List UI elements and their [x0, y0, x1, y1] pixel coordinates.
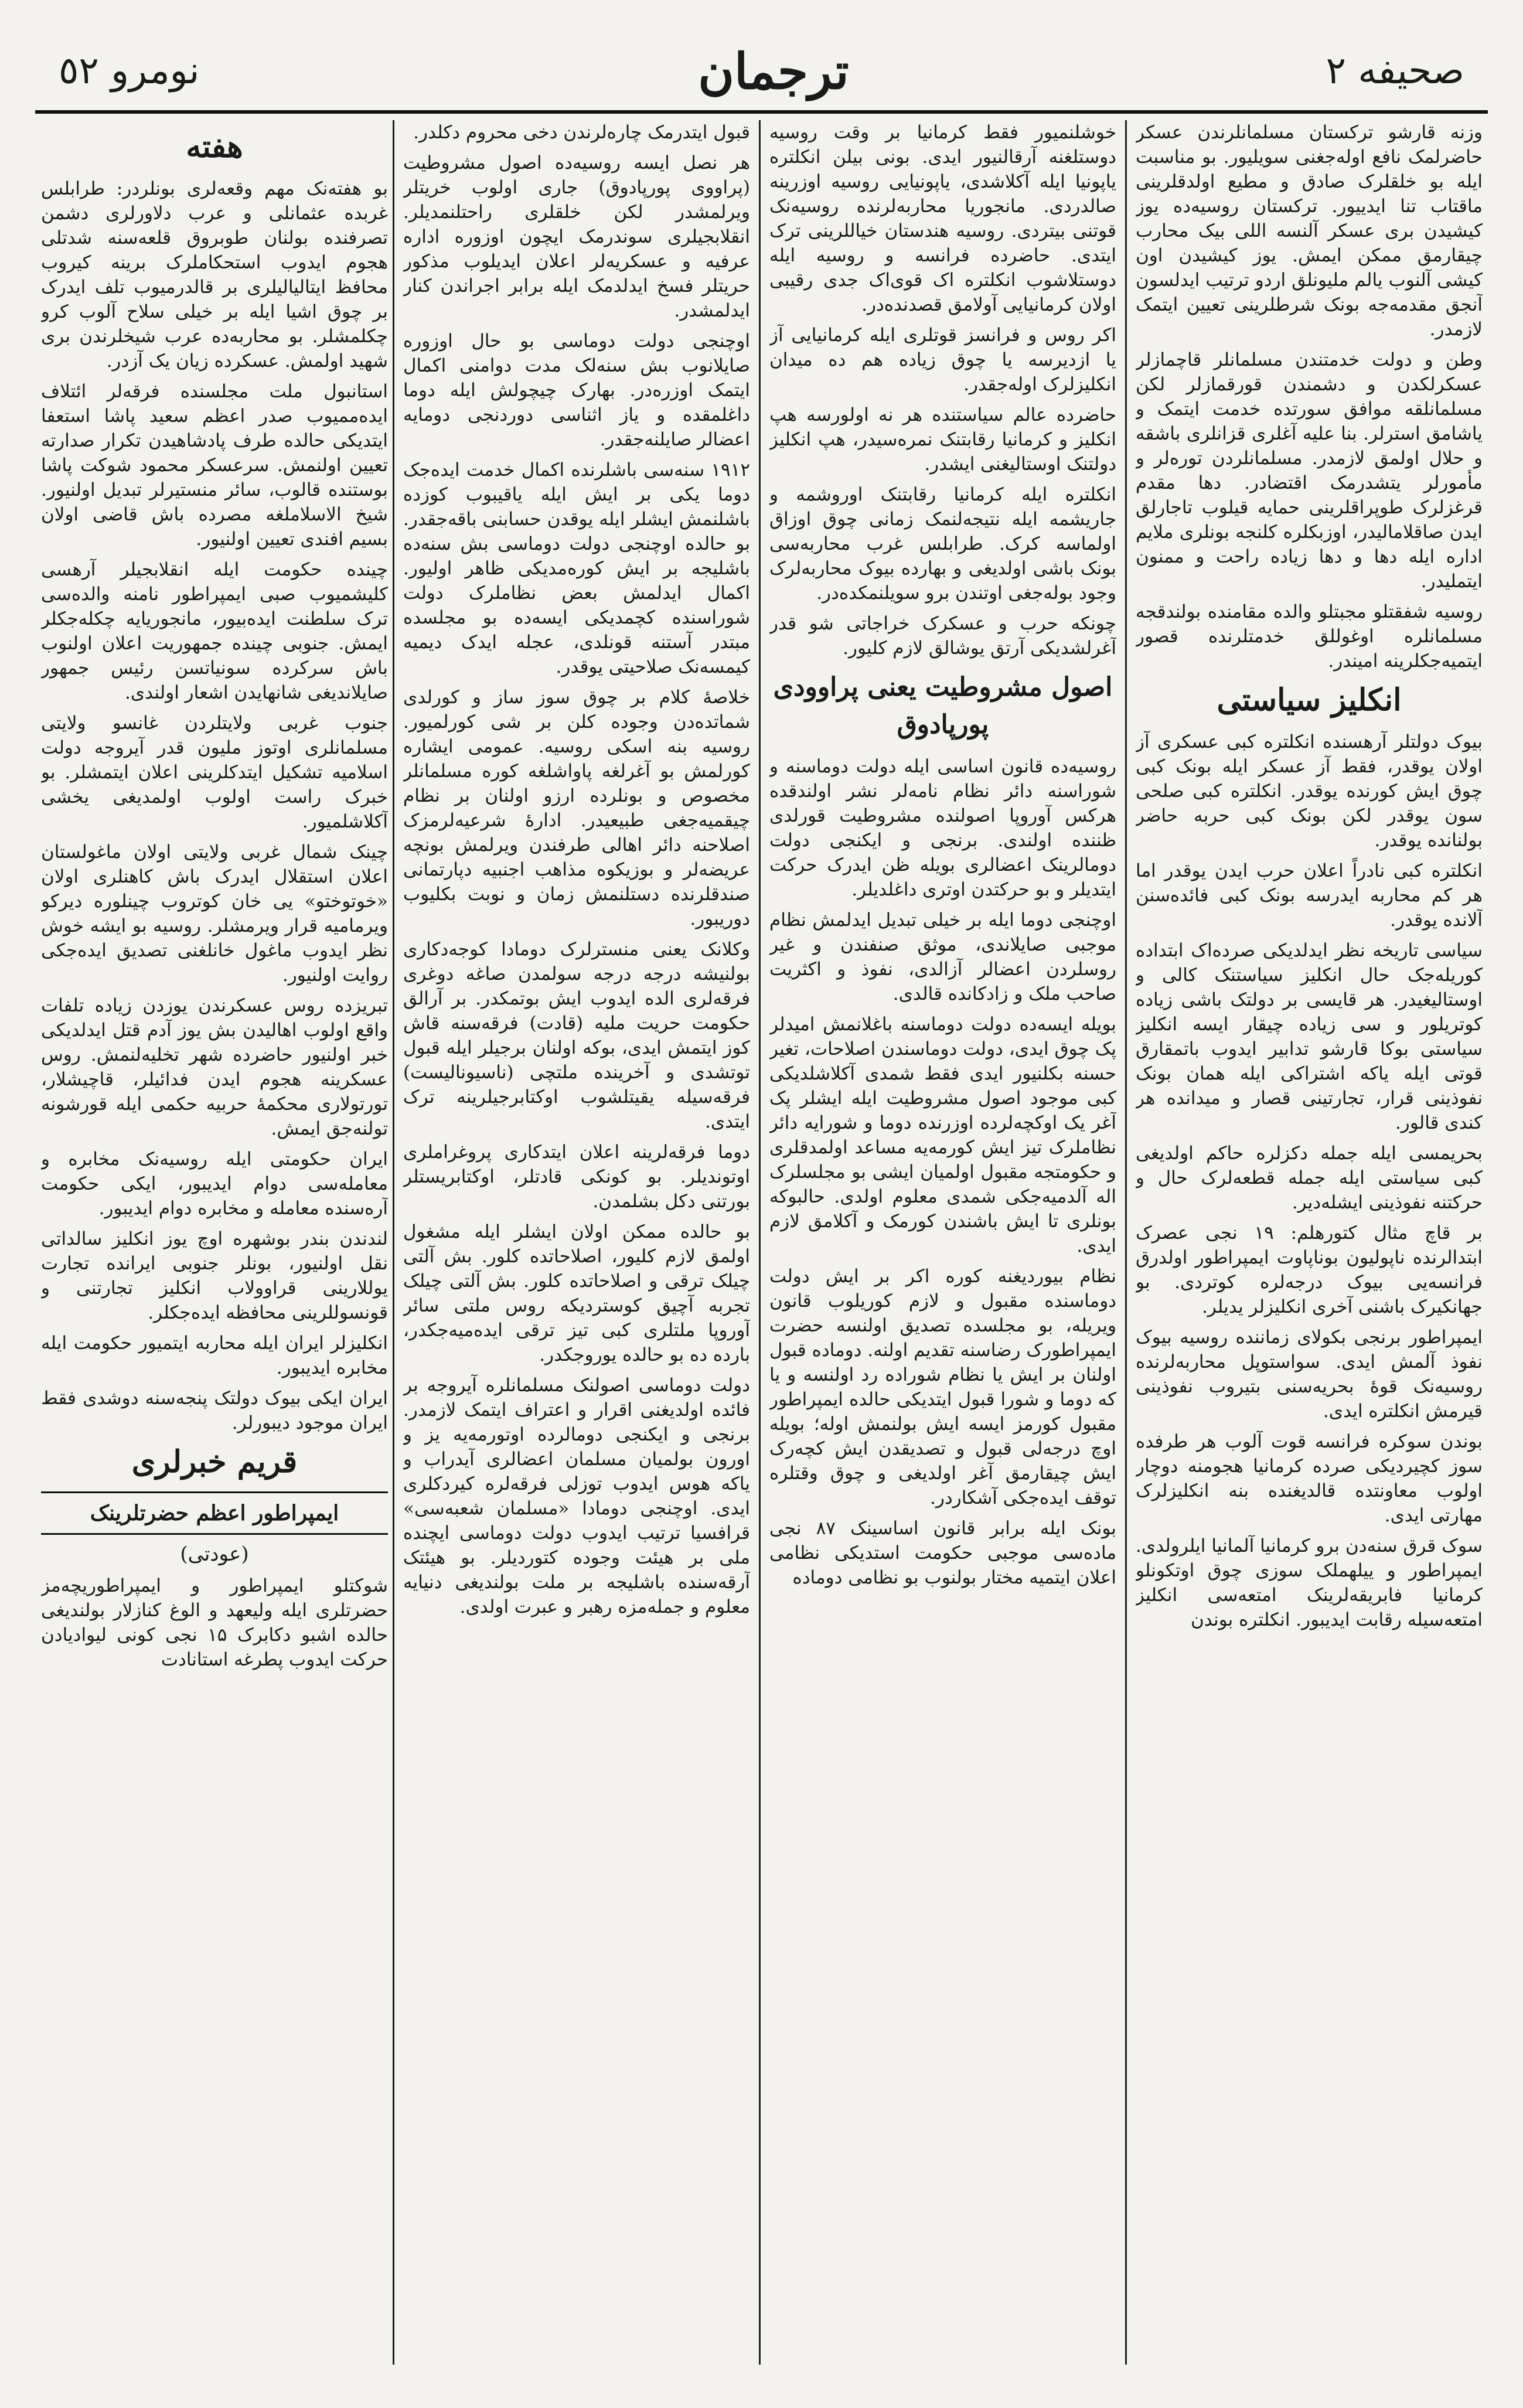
article-heading-constitutional-order: اصول مشروطیت یعنی پراوودی پورپادوق	[773, 672, 1113, 740]
paragraph: اوچنجی دولت دوماسی بو حال اوزوره صایلانوب بش سنه‌لک مدت دوامنی اکمال ایتمک اوزره‌در. بهارک چیچولش ایله دوما داغلمقده و یاز اثناسی دوردنجی دومایه اعضالر صایلنه‌جقدر.	[403, 331, 750, 450]
paragraph: خلاصۀ کلام بر چوق سوز ساز و کورلدی شماتده‌دن وجوده کلن بر شی کورلمیور. روسیه بنه اسکی روسیه. عمومی ایشاره کورلمش بو آغرلغه پاواشلغه کوره مسلمانلر مخصوص و بونلرده ارزو اولنان بر نظام چیقمیه‌جغی طبیعیدر. ادارۀ شرعیه‌لرمزک اصلاحنه دائر اهالی طرفندن ویرلمش بونچه عریضه‌لر و بوزیکوه مذاهب اجنبیه دپارتمانی صندقلرنده دستلنمش زمان و نوبت بکلیوب دوریبور.	[403, 687, 750, 929]
paragraph: نظام بیوردیغنه کوره اکر بر ایش دولت دوماسنده مقبول و لازم کوریلوب قانون ویریله، بو مجلسده تصدیق اولنسه حضرت ایمپراطورک رضاسنه تقدیم اولنه. دوماده قبول اولنان بر ایش یا نظام شوراده رد اولنسه و یا که دوما و شورا قبول ایتدیکی حالده ایمپراطور مقبول کورمز ایسه ایش بولنمش اوله؛ بویله اوچ درجه‌لی قبول و تصدیقدن ایش کچه‌رک ایش چیقارمق آغر اولدیغی و چوق وقتلره توقف ایده‌جکی آشکاردر.	[769, 1266, 1116, 1508]
masthead-rule	[35, 110, 1488, 114]
paragraph: بو هفته‌نک مهم وقعه‌لری بونلردر: طرابلس غربده عثمانلی و عرب دلاورلری دشمن تصرفنده بولنان طوبروق قلعه‌سنه شدتلی هجوم ایدوب استحکاملرک برینه کیروب محافظ ایتالیالیلری بر قالدرمیوب تلف ایدرک بر چوق اشیا ایله بر خیلی سلاح آلوب کرو چکلمشلر. بو محاربه‌ده عرب شیخلرندن بری شهید اولمش. عسکرده زیان یک آزدر.	[41, 178, 388, 372]
paragraph: استانبول ملت مجلسنده فرقه‌لر ائتلاف ایده‌ممیوب صدر اعظم سعید پاشا استعفا ایتدیکی حالده طرف پادشاهیدن تکرار صدارته تعیین اولنمش. سرعسکر محمود شوکت پاشا بوستنده قالوب، سائر منستیرلر تبدیل اولنیور. شیخ الاسلاملغه مصرده باش قاضی اولان بسیم افندی تعیین اولنیور.	[41, 381, 388, 550]
paragraph: بونک ایله برابر قانون اساسینک ۸۷ نجی ماده‌سی موجبی حکومت استدیکی نظامی اعلان ایتمیه مختار بولنوب بو نظامی دوماده	[769, 1518, 1116, 1588]
paragraph: دولت دوماسی اصولنک مسلمانلره آیروجه بر فائده اولدیغنی اقرار و اعتراف ایتمک لازمدر. برنجی و ایکنجی دومالرده اوتورمه‌یه یز و اورون بولمیان مسلمان اعضالری آیدراب و یاکه هوس ایدوب توزلی فرقه‌لره کیردکلری ایدی. اوچنجی دومادا «مسلمان شعبه‌سی» قرافسیا ترتیب ایدوب دولت دوماسی ایچنده ملی بر هیئت وجوده کتوردیلر. بو هیئتک آرقه‌سنده باشلیجه بر ملت بولندیغی دنیایه معلوم و جمله‌مزه رهبر و عبرت اولدی.	[403, 1375, 750, 1617]
paragraph: هر نصل ایسه روسیه‌ده اصول مشروطیت (پراووی پورپادوق) جاری اولوب خریتلر ویرلمشدر لکن خلقلری راحتلنمدیلر. انقلابجیلری سوندرمک ایچون اوزوره اداره عرفیه و عسکریه‌لر اعلان ایدیلوب مذکور حریتلر فسخ ایدلدمک ایله برابر اجراندن کنار ایدلمشدر.	[403, 152, 750, 321]
paragraph: ۱۹۱۲ سنه‌سی باشلرنده اکمال خدمت ایده‌جک دوما یکی بر ایش ایله یاقیبوب کوزده باشلنمش ایشلر ایله یوقدن حسابنی باقه‌جقدر. بو حالده اوچنجی دولت دوماسی بش سنه‌ده باشلیجه بر ایش کوره‌مدیکی ظاهر اولیور. اکمال ایدلمش بعض نظاملرک دولت شوراسنده کچمدیکی ایسه‌ده بو مجلسده مبتدر آستنه قونلدی، عجله ایدک دیمیه کیمسه‌نک صلاحیتی یوقدر.	[403, 459, 750, 677]
masthead	[35, 35, 1488, 117]
paragraph: چینده حکومت ایله انقلابجیلر آرهسی کلیشمیوب صبی ایمپراطور نامنه والده‌سی ترک سلطنت ایده‌بیور، مانجوریایه چکله‌جکلر ایمش. جنوبی چینده جمهوریت اعلان اولنوب باش سرکرده سونیاتسن رئیس جمهور صایلاندیغی شانهایدن اشعار اولندی.	[41, 559, 388, 703]
paragraph: چونکه حرب و عسکرک خراجاتی شو قدر آغرلشدیکی آرتق یوشالق لازم کلیور.	[769, 613, 1116, 659]
paragraph: انکلیزلر ایران ایله محاربه ایتمیور حکومت ایله مخابره ایدیبور.	[41, 1333, 388, 1378]
paragraph: قبول ایتدرمک چاره‌لرندن دخی محروم دکلدر.	[413, 122, 750, 143]
paragraph: لندندن بندر بوشهره اوچ یوز انکلیز سالداتی نقل اولنیور، بونلر جنوبی ایرانده تجارت یوللارینی قراوولاب انکلیز تجارتنی و قونسوللرینی محافظه ایده‌جکلر.	[41, 1228, 388, 1323]
article-heading-week: هفته	[186, 129, 243, 165]
paragraph: ایران ایکی بیوک دولتک پنجه‌سنه دوشدی فقط ایران موجود دیبورلر.	[41, 1388, 388, 1433]
issue-number: نومرو ٥٢	[59, 49, 200, 93]
page-number: صحیفه ۲	[1326, 49, 1464, 93]
paragraph: اوچنجی دوما ایله بر خیلی تبدیل ایدلمش نظام موجبی صایلاندی، موثق صنفندن و غیر روسلردن اعضالر آزالدی، نفوذ و اکثریت صاحب ملک و زادکانده قالدی.	[769, 910, 1116, 1004]
paragraph: وزنه قارشو ترکستان مسلمانلرندن عسکر حاضرلمک نافع اوله‌جغنی سویلیور. بو مناسبت ایله بو خلقلرک صادق و مطیع اولدقلرینی ماقتاب تنا ایدییور. ترکستان روسیه‌ده یوز کیشیدن بری عسکر آلنسه اللی بیک محارب چیقارمق ممکن ایمش. یوز کیشیدن اون کیشی آلنوب یالم ملیونلق اردو ترتیب ایدلسون آنجق مقدمه‌جه بونک شرطلرینی تعیین ایتمک لازمدر.	[1136, 122, 1483, 340]
paragraph: روسیه‌ده قانون اساسی ایله دولت دوماسنه و شوراسنه دائر نظام نامه‌لر نشر اولندقده هرکس آوروپا اصولنده مشروطیت قورلدی ظننده اولندی. برنجی و ایکنجی دولت دومالرینک اعضالری بویله ظن ایدرک حرکت ایتدیلر و بو حرکتدن اوتری داغلدیلر.	[769, 756, 1116, 900]
paragraph: روسیه شفقتلو مجبتلو والده مقامنده بولندقجه مسلمانلره اوغوللق خدمتلرنده قصور ایتمیه‌جکلرینه امیندر.	[1136, 601, 1483, 672]
article-heading-crimea-news: قریم خبرلری	[131, 1444, 298, 1480]
columns	[41, 120, 1483, 2365]
paragraph: شوکتلو ایمپراطور و ایمپراطوریچه‌مز حضرتلری ایله ولیعهد و الوغ کنازلار بولندیغی حالده اشبو دکابرک ۱۵ نجی کونی لیوادیادن حرکت ایدوب پطرغه استانادت	[41, 1575, 388, 1670]
paragraph: بویله ایسه‌ده دولت دوماسنه باغلانمش امیدلر پک چوق ایدی، دولت دوماسندن اصلاحات، تغیر حسنه بکلنیور ایدی فقط شمدی آکلاشلدیکی کبی موجود اصول مشروطیت ایله ایشلر پک آغر یک اوکچه‌لرده اوزرنده دوما و شورایه دائر نظاملرک تیز ایش کورمه‌یه مساعد اولمدقلری و حکومتجه مقبول اولمیان ایشی بو مجلسلرک اله آلدمیه‌جکی شمدی معلوم اولدی. حالبوکه بونلری تا ایش باشندن کورمک و آکلامق لازم ایدی.	[769, 1014, 1116, 1256]
paragraph: انکلتره ایله کرمانیا رقابتنک اوروشمه و جاریشمه ایله نتیجه‌لنمک زمانی چوق اوزاق اولماسه کرک. طرابلس غرب محاربه‌سی بونک باشی اولدیغی و بهارده بیوک محاربه‌لرک وجود بوله‌جغی اوتندن برو سویلنمکده‌در.	[769, 484, 1116, 604]
newspaper-title: ترجمان	[698, 42, 849, 100]
paragraph: اکر روس و فرانسز قوتلری ایله کرمانیایی آز یا ازدیرسه یا چوق زیاده هم ده میدان انکلیزلرک اوله‌جقدر.	[769, 325, 1116, 395]
paragraph: چینک شمال غربی ولایتی اولان ماغولستان اعلان استقلال ایدرک باش کاهنلری اولان «خوتوختو» یی خان کوتروب چینلوره دیرکو ویرمامیه قرار ویرمشلر. روسیه بو ایشه خوش نظر ایدوب ماغول خانلغنی تصدیق ایده‌جکی روایت اولنیور.	[41, 842, 388, 986]
paragraph: بحریمسی ایله جمله دکزلره حاکم اولدیغی کبی سیاستی ایله جمله قطعه‌لرک حال و حرکتنه نفوذینی ایشله‌دیر.	[1136, 1143, 1483, 1213]
paragraph: بر قاچ مثال کتورهلم: ۱۹ نجی عصرک ابتدالرنده ناپولیون بوناپاوت ایمپراطور اولدرق فرانسه‌یی بیوک درجه‌لره کوتردی. بو جهانکیرک باشنی آخری انکلیزلر یدیلر.	[1136, 1222, 1483, 1317]
paragraph: انکلتره کبی نادراً اعلان حرب ایدن یوقدر اما هر کم محاربه ایدرسه بونک کبی فائده‌سنن آلانده یوقدر.	[1136, 860, 1483, 931]
paragraph: وطن و دولت خدمتندن مسلمانلر قاچمازلر عسکرلکدن و دشمندن قورقمازلر لکن مسلمانلقه موافق سورتده خدمت ایتمک و یاشامق استرلر. بنا علیه آغلری قزانلری باشقه و حلال اولمق لازمدر. مسلمانلردن توره‌لر و مأمورلر یتشدرمک اقتضادر. دها مقدم قرغزلرک طوپراقلرینی حمایه قیلوب تاجارلق ایدن صاقلامالیدر، اوزبکلره کلنجه بونلری ملایم اداره ایله دها و دها زیاده راحت و ممنون ایتملیدر.	[1136, 349, 1483, 592]
paragraph: سیاسی تاریخه نظر ایدلدیکی صرده‌اک ابتداده کوریله‌جک حال انکلیز سیاستنک کالی و اوستالیغیدر. هر قایسی بر دولتک باشی زیاده کوتریلور و سی زیاده چیقار ایسه انکلیز سیاستی بوکا قارشو تدابیر ایدوب باتمقارق قوتی ایله یاکه اشتراکی ایله همان بونک نفوذینی قرار، تجارتینی قصار و میدانده هر کندی قالور.	[1136, 940, 1483, 1133]
subheading: (عودتی)	[180, 1542, 249, 1566]
paragraph: ایمپراطور برنجی بکولای زماننده روسیه بیوک نفوذ آلمش ایدی. سواستوپل محاربه‌لرنده روسیه‌نک قوۀ بحریه‌سنی بتیروب نفوذینی قیرمش انکلتره ایدی.	[1136, 1327, 1483, 1422]
paragraph: حاضرده عالم سیاستنده هر نه اولورسه هپ انکلیز و کرمانیا رقابتنک نمره‌سیدر، هپ انکلیز دولتنک اوستالیغنی ایشدر.	[769, 404, 1116, 475]
paragraph: جنوب غربی ولایتلردن غانسو ولایتی مسلمانلری اوتوز ملیون قدر آیروجه دولت اسلامیه تشکیل ایتدکلرینی اعلان ایتمشلر. بو خبرک راست اولوب اولمدیغی یخشی آکلاشلمیور.	[41, 713, 388, 832]
paragraph: بوندن سوکره فرانسه قوت آلوب هر طرفده سوز کچیردیکی صرده کرمانیا هجومنه دوچار اولوب معاونتده قالدیغنده بنه انکلیزلرک مهارتی ایدی.	[1136, 1431, 1483, 1526]
column-divider	[1125, 120, 1127, 2365]
column-1	[1136, 120, 1483, 2365]
paragraph: بو حالده ممکن اولان ایشلر ایله مشغول اولمق لازم کلیور، اصلاحاتده کلور. بش آلتی چیلک ترقی و اصلاحاتده کلور. بش آلتی چیلک تجربه آچیق کوستردیکه روس ملتی سائر آوروپا ملتلری کبی تیز ترقی ایده‌میه‌جکدر، بارده ده بو حالده یوروجکدر.	[403, 1221, 750, 1365]
boxed-subheading: ایمپراطور اعظم حضرتلرینک	[41, 1491, 388, 1535]
paragraph: بیوک دولتلر آرهسنده انکلتره کبی عسکری آز اولان یوقدر، فقط آز عسکر ایله بونک کبی چوق ایش کورنده یوقدر. انکلتره کبی صلحی سون یوقدر لکن بونک کبی حربه حاضر بولنانده یوقدر.	[1136, 731, 1483, 851]
column-2	[769, 120, 1116, 2365]
paragraph: دوما فرقه‌لرینه اعلان ایتدکاری پروغراملری اوتوندیلر. بو کونکی قادتلر، اوکتابریستلر بورتنی دکل بشلمدن.	[403, 1142, 750, 1212]
article-heading-english-politics: انکلیز سیاستی	[1217, 682, 1402, 718]
column-divider	[393, 120, 394, 2365]
paragraph: وکلانک یعنی منسترلرک دومادا کوجه‌دکاری بولنیشه درجه درجه سولمدن صاغه دوغری فرقه‌لری الده ایدوب ایش بوتمکدر. بر آرالق حکومت حریت ملیه (قادت) فرقه‌سنه قاش کوز ایتمش ایدی، بوکه اولنان برجیلر ایله قبول توتشدی و آخرینده ملتچی (ناسیونالیست) فرقه‌سیله یقیتلشوب اوکتابرجیلرینه ترک ایتدی.	[403, 939, 750, 1132]
paragraph: ایران حکومتی ایله روسیه‌نک مخابره و معامله‌سی دوام ایدیبور، ایکی حکومت آره‌سنده معامله و مخابره دوام ایدیبور.	[41, 1149, 388, 1219]
column-3	[403, 120, 750, 2365]
paragraph: خوشلنمیور فقط کرمانیا بر وقت روسیه دوستلغنه آرقالنیور ایدی. بونی بیلن انکلتره یاپونیا ایله آکلاشدی، یاپونیایی روسیه اوزرینه صالدردی. مانجوریا محاربه‌لرنده روسیه‌نک قوتنی بیتردی. روسیه هندستان خیاللرینی ترک ایتدی. حاضرده فرانسه و روسیه ایله دوستلاشوب انکلتره‌ اک قوی‌اک جدی رقیبی اولان کرمانیایی آولامق قصدنده‌در.	[769, 122, 1116, 315]
paragraph: سوک قرق سنه‌دن برو کرمانیا آلمانیا ایلرولدی. ایمپراطور و ییلهملک سوزی چوق اوتکونلو کرمانیا فابریقه‌لرینک امتعه‌سی انکلیز امتعه‌سیله رقابت ایدیبور. انکلتره بوندن	[1136, 1535, 1483, 1630]
paragraph: تبریزده روس عسکرندن یوزدن زیاده تلفات واقع اولوب اهالیدن بش یوز آدم قتل ایدلدیکی خبر اولنیور حاضرده شهر تخلیه‌لنمش. روس عسکرینه هجوم ایدن فدائیلر، قاچیشلار، تورتولاری محکمۀ حربیه حکمی ایله قورشونه تولنه‌جق ایمش.	[41, 995, 388, 1139]
column-4	[41, 120, 388, 2365]
column-divider	[759, 120, 761, 2365]
